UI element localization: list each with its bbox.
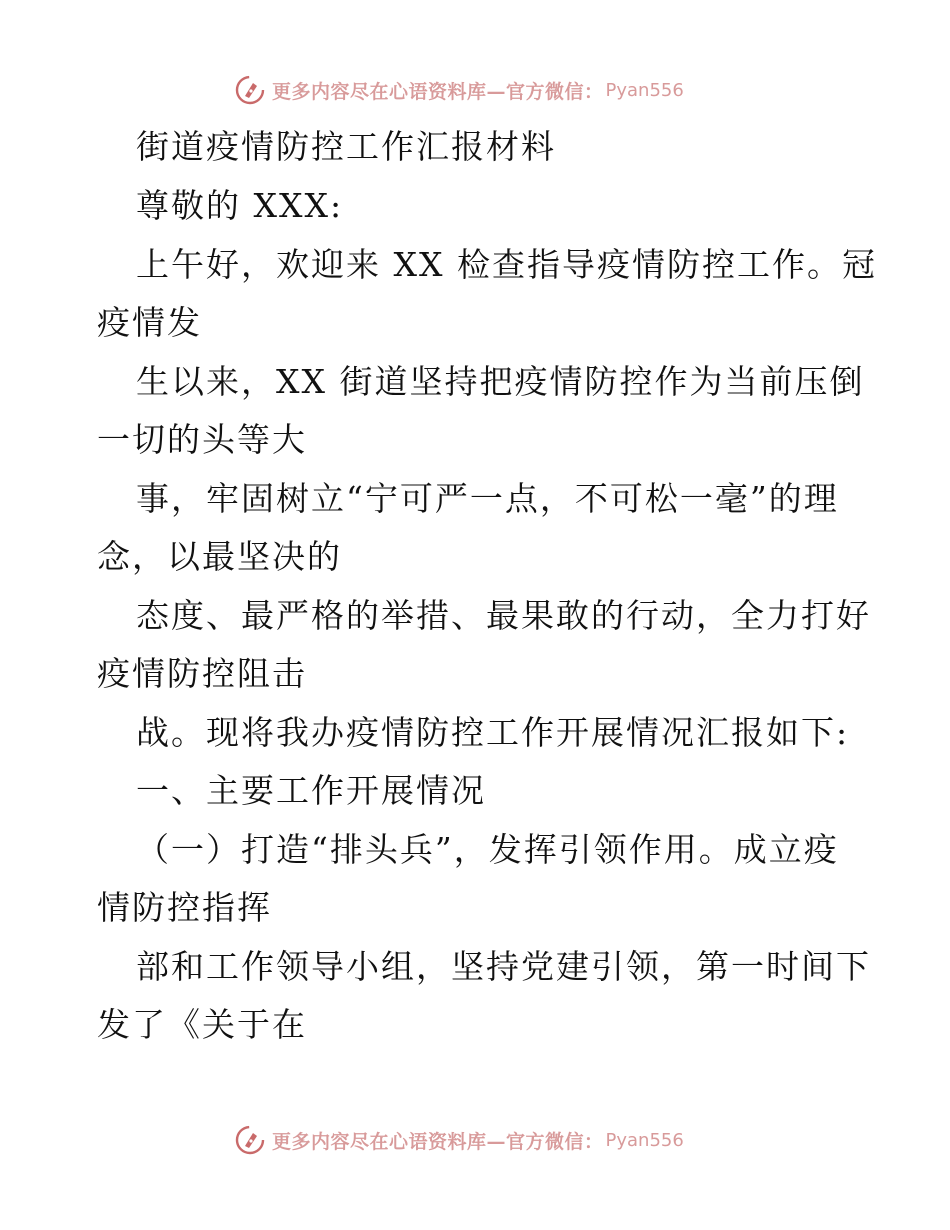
watermark-wechat: Pyan556	[605, 79, 684, 101]
pen-nib-circle-icon	[234, 74, 266, 106]
watermark-text: 更多内容尽在心语资料库—官方微信：	[272, 1130, 604, 1153]
doc-line: 发了《关于在	[97, 1005, 307, 1044]
doc-line: 尊敬的 XXX:	[136, 186, 344, 225]
doc-line: 战。现将我办疫情防控工作开展情况汇报如下:	[136, 713, 850, 752]
footer-watermark	[234, 1120, 684, 1160]
pen-nib-circle-icon	[234, 1124, 266, 1156]
doc-line: 一切的头等大	[97, 420, 307, 459]
doc-line: 疫情发	[97, 303, 202, 342]
doc-line: 部和工作领导小组，坚持党建引领，第一时间下	[136, 947, 871, 986]
doc-line: 事，牢固树立“宁可严一点，不可松一毫”的理	[136, 479, 839, 518]
doc-line: 情防控指挥	[97, 888, 272, 927]
doc-line: （一）打造“排头兵”，发挥引领作用。成立疫	[136, 830, 839, 869]
doc-line: 念，以最坚决的	[97, 537, 342, 576]
watermark-wechat: Pyan556	[605, 1129, 684, 1151]
doc-line: 态度、最严格的举措、最果敢的行动，全力打好	[136, 596, 871, 635]
doc-section-heading: 一、主要工作开展情况	[136, 771, 486, 810]
doc-line: 生以来，XX 街道坚持把疫情防控作为当前压倒	[136, 362, 865, 401]
doc-title: 街道疫情防控工作汇报材料	[136, 127, 556, 166]
watermark-text: 更多内容尽在心语资料库—官方微信：	[272, 80, 604, 103]
doc-line: 疫情防控阻击	[97, 654, 307, 693]
doc-line: 上午好，欢迎来 XX 检查指导疫情防控工作。冠	[136, 245, 877, 284]
header-watermark	[234, 70, 684, 110]
